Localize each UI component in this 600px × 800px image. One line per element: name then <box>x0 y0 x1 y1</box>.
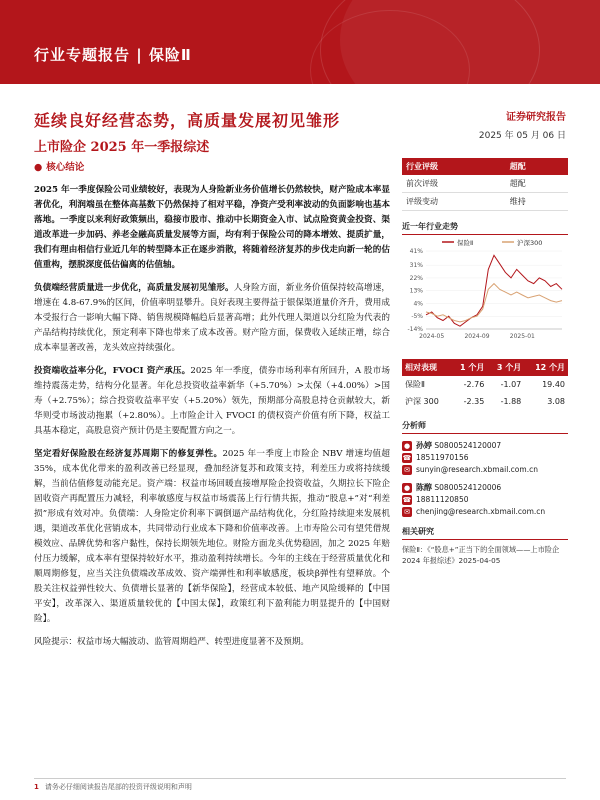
table-cell: -1.07 <box>500 380 522 389</box>
legend-label: 沪深300 <box>517 239 543 247</box>
analyst-name-line <box>402 482 568 494</box>
table-cell: 3.08 <box>547 397 565 406</box>
legend-label: 保险Ⅱ <box>457 239 474 247</box>
y-tick-label: 13% <box>409 287 423 295</box>
analyst-name: 孙婷 <box>416 441 432 450</box>
report-date: 2025 年 05 月 06 日 <box>478 131 566 141</box>
bullet-icon: ● <box>34 162 43 173</box>
related-research-link[interactable]: 保险Ⅱ：《“股息+”正当下的全面领域——上市险企 2024 年报综述》2025-04-05 <box>402 545 560 565</box>
footer-disclaimer: 请务必仔细阅读报告尾部的投资评级说明和声明 <box>44 783 192 791</box>
report-title: 延续良好经营态势，高质量发展初见雏形 <box>34 111 341 130</box>
table-cell: 超配 <box>506 175 568 193</box>
table-header-row <box>402 359 568 376</box>
table-cell: 相对表现 <box>402 359 450 376</box>
analyst-email-line[interactable] <box>402 464 568 476</box>
related-research-title: 相关研究 <box>402 526 568 540</box>
table-row <box>402 393 568 410</box>
person-icon: ● <box>403 484 411 492</box>
y-tick-label: -14% <box>407 326 423 333</box>
main-content <box>34 160 390 658</box>
section-heading: ● 核心结论 <box>34 162 85 173</box>
table-row <box>402 175 568 193</box>
table-cell: 沪深 300 <box>405 397 439 406</box>
analyst-card <box>402 482 568 518</box>
x-tick-label: 2025-01 <box>509 333 535 340</box>
analyst-email[interactable]: chenjing@research.xbmail.com.cn <box>416 507 546 516</box>
table-row <box>402 193 568 211</box>
mail-icon: ✉ <box>402 465 412 475</box>
table-row <box>402 376 568 393</box>
table-cell: 评级变动 <box>402 193 506 211</box>
page-number: 1 <box>34 783 39 791</box>
table-cell: 超配 <box>506 158 568 175</box>
analyst-phone-line <box>402 494 568 506</box>
analyst-section-title: 分析师 <box>402 420 568 434</box>
analyst-email-line[interactable] <box>402 506 568 518</box>
analyst-phone-line <box>402 452 568 464</box>
y-tick-label: 41% <box>409 248 423 255</box>
rating-table <box>402 158 568 211</box>
phone-icon: ☎ <box>402 496 412 504</box>
table-cell: -1.88 <box>500 397 522 406</box>
analyst-name-line <box>402 440 568 452</box>
mail-icon: ✉ <box>402 507 412 517</box>
table-cell: 3 个月 <box>487 359 524 376</box>
summary-paragraph: 2025 年一季度保险公司业绩较好，表现为人身险新业务价值增长仍然较快，财产险成本率显著优化，利润端虽在整体高基数下仍然保持了相对平稳，净资产受利率波动的负面影响也基本落地。一季度以来利好政策频出，稳接市股市、推动中长期资金入市、试点险资黄金投资、渠道改革进一步加码、养老金融高质量发展等方面，均有利于保险公司的降本增效、提质扩量，我们有理由相信行业近几年的转型降本正在逐步消散，将随着经济复苏的步伐走向新一轮的估值重构，摆脱深度低估偏离的估值轴。 <box>34 185 390 270</box>
investment-paragraph: 投资端收益率分化，FVOCI 资产承压。2025 年一季度，债券市场利率有所回升，A 股市场维持震荡走势，结构分化显著。年化总投资收益率新华（+5.70%）>太保（+4.00%）>国寿（+2.75%）；综合投资收益率平安（+5.20%）领先，预期部分高股息持仓贡献较大，新华则受市场波动拖累（+2.80%）。上市险企计入 FVOCI 的债权资产价值有所下降，权益工具基本稳定，高股息资产预计仍是主要配置方向之一。 <box>34 366 390 436</box>
analyst-email[interactable]: sunyin@research.xbmail.com.cn <box>416 465 538 474</box>
outlook-paragraph: 坚定看好保险股在经济复苏周期下的修复弹性。2025 年一季度上市险企 NBV 增速均值超 35%，成本优化带来的盈利改善已经显现，叠加经济复苏和政策支持，利差压力或将持续缓解，当前估值修复动能充足。资产端：权益市场回暖直接增厚险企投资收益，久期拉长下险企固收资产再配置压力减轻，利率敏感度与权益市场震荡上行行情共振，推动“股息+”对“利差损”形成有效对冲。负债端：人身险定价利率下调倒逼产品结构优化，分红险持续迎来发展机遇，渠道改革优化营销成本，共同带动行业成本下降和价值率改善。上市寿险公司有望凭借规模效应、品牌优势和客户黏性，保持长期领先地位。财险方面龙头优势稳固，加之 2025 年赔付压力缓解，成本率有望保持较好水平，推动盈利持续增长。今年的主线在于经营质量优化和顺周期修复，应当关注负债端改革成效、资产端弹性和利率敏感度，板块β弹性有望释放。个股关注权益弹性较大、负债增长显著的【新华保险】，经营成本较低、地产风险缓释的【中国平安】，改革深入、渠道质量较优的【中国太保】，政策红利下盈利能力明显提升的【中国财险】。 <box>34 449 390 624</box>
table-cell: 前次评级 <box>402 175 506 193</box>
person-icon: ● <box>403 442 411 450</box>
sidebar <box>402 158 568 566</box>
risk-paragraph: 风险提示：权益市场大幅波动、监管周期趋严、转型进度显著不及预期。 <box>34 637 310 647</box>
table-cell: 19.40 <box>542 380 565 389</box>
table-cell: -2.76 <box>463 380 485 389</box>
trend-chart <box>402 235 568 345</box>
banner-title: 行业专题报告 | 保险Ⅱ <box>34 46 192 64</box>
analyst-cert: S0800524120006 <box>434 483 502 492</box>
table-cell: -2.35 <box>463 397 485 406</box>
phone-icon: ☎ <box>402 454 412 462</box>
table-header-row <box>402 158 568 175</box>
table-cell: 12 个月 <box>524 359 568 376</box>
y-tick-label: 31% <box>409 262 423 270</box>
y-tick-label: 22% <box>409 274 423 282</box>
header-banner <box>0 0 600 84</box>
x-tick-label: 2024-05 <box>419 333 445 340</box>
table-cell: 维持 <box>506 193 568 211</box>
report-subtitle: 上市险企 2025 年一季报综述 <box>34 140 210 155</box>
performance-table <box>402 359 568 410</box>
liability-paragraph: 负债端经营质量进一步优化，高质量发展初见雏形。人身险方面，新业务价值保持较高增速，增速在 4.8-67.9%的区间，价值率明显攀升。良好表现主要得益于银保渠道量价齐升，费用成本受报行合一影响大幅下降、销售规模降幅趋后显著高增；此外代理人渠道以分红险为代表的产品结构持续优化，预定利率下降也带来了成本改善。财产险方面，保费收入延续正增，综合成本率显著改善，龙头效应持续强化。 <box>34 283 390 353</box>
table-cell: 保险Ⅱ <box>405 380 425 389</box>
x-tick-label: 2024-09 <box>464 333 490 340</box>
analyst-cert: S0800524120007 <box>434 441 502 450</box>
trend-chart-svg <box>402 235 568 345</box>
analyst-phone: 18811120850 <box>416 495 469 504</box>
chart-title: 近一年行业走势 <box>402 221 568 235</box>
analyst-phone: 18511970156 <box>416 453 469 462</box>
y-tick-label: -5% <box>411 313 423 321</box>
page-footer <box>34 778 566 792</box>
y-tick-label: 4% <box>413 300 423 308</box>
table-cell: 行业评级 <box>402 158 506 175</box>
analyst-name: 陈醇 <box>416 483 432 492</box>
analyst-card <box>402 440 568 476</box>
report-type: 证券研究报告 <box>506 112 566 123</box>
table-cell: 1 个月 <box>450 359 487 376</box>
